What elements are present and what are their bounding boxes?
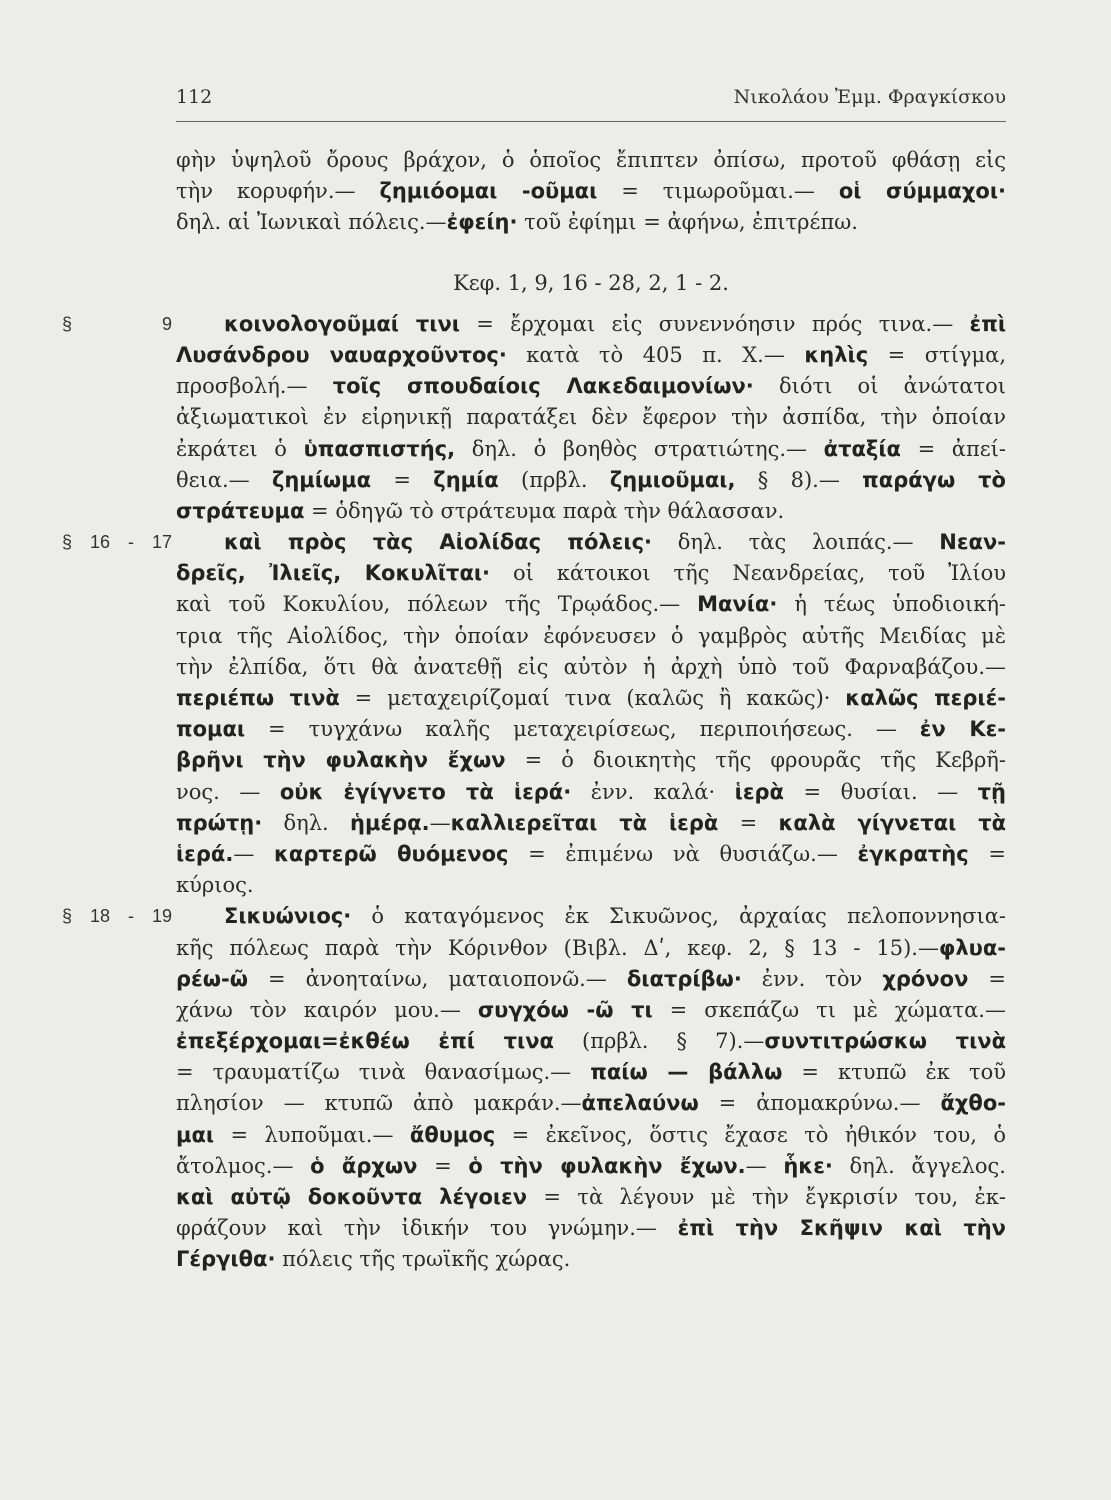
lemma-term: ἐν Κε- <box>919 717 1007 742</box>
gloss-text: ἐνν. τὸν <box>741 966 883 991</box>
gloss-text: = ἐπιμένω νὰ θυσιάζω.— <box>508 841 858 866</box>
gloss-text: κῆς πόλεως παρὰ τὴν Κόρινθον (Βιβλ. Δʹ, κεφ. 2, § 13 - 15).— <box>176 935 939 960</box>
text-line <box>176 964 1006 995</box>
lemma-term: Μανία· <box>697 592 778 617</box>
gloss-text: = ἀπεί- <box>900 436 1007 461</box>
gloss-text: οἱ κάτοικοι τῆς Νεανδρείας, τοῦ Ἰλίου <box>490 561 1006 586</box>
gloss-text: ἐνν. καλά· <box>571 779 735 804</box>
gloss-text: = κτυπῶ ἐκ τοῦ <box>782 1060 1007 1085</box>
gloss-text: = λυποῦμαι.— <box>214 1122 410 1147</box>
lemma-term: ζημιοῦμαι, <box>609 467 736 492</box>
lemma-term: Νεαν- <box>939 530 1006 555</box>
lemma-term: πρώτῃ· <box>176 810 263 835</box>
gloss-text: νος. — <box>176 779 280 804</box>
section-16-17 <box>62 527 1007 901</box>
lemma-term: ρέω-ῶ <box>176 966 248 991</box>
lemma-term: ὁ τὴν φυλακὴν ἔχων. <box>468 1153 746 1178</box>
text-line <box>176 558 1006 589</box>
text-line <box>62 901 1006 932</box>
lemma-term: ζημία <box>433 467 499 492</box>
lemma-term: κοινολογοῦμαί τινι <box>224 311 460 336</box>
lemma-term: ἡμέρᾳ. <box>350 810 430 835</box>
lemma-term: καὶ αὐτῷ δοκοῦντα λέγοιεν <box>176 1185 528 1209</box>
gloss-text: ἐκράτει ὁ <box>176 436 304 461</box>
lemma-term: ζημίωμα <box>271 467 372 492</box>
lemma-term: καλὰ γίγνεται τὰ <box>778 810 1007 835</box>
section-label: § 18 - 19 <box>62 906 172 927</box>
text-line <box>176 652 1006 683</box>
lemma-term: ὑπασπιστής, <box>303 436 456 461</box>
gloss-text: θεια.— <box>176 467 272 492</box>
gloss-text: = <box>968 966 1006 991</box>
lemma-term: συγχόω -ῶ τι <box>477 997 653 1022</box>
gloss-text: § 8).— <box>735 467 863 492</box>
text-line <box>176 207 1006 238</box>
gloss-text: = τραυματίζω τινὰ θανασίμως.— <box>176 1060 591 1085</box>
lemma-term: πομαι <box>176 717 246 742</box>
text-line <box>176 870 1006 901</box>
lemma-term: βρῆνι τὴν φυλακὴν ἔχων <box>176 748 506 773</box>
gloss-text: δηλ. αἱ Ἰωνικαὶ πόλεις.— <box>176 210 447 235</box>
lemma-term: οἱ σύμμαχοι· <box>838 179 1006 204</box>
lemma-term: Γέργιθα· <box>176 1247 276 1272</box>
gloss-text: φράζουν καὶ τὴν ἰδικήν του γνώμην.— <box>176 1216 678 1241</box>
lemma-term: ζημιόομαι -οῦμαι <box>379 179 598 204</box>
lemma-term: διατρίβω· <box>626 966 742 991</box>
section-label: § 9 <box>62 313 172 334</box>
text-line <box>176 589 1006 620</box>
text-line <box>176 1026 1006 1057</box>
lemma-term: ἱερὰ <box>734 779 784 804</box>
gloss-text: = <box>718 810 779 835</box>
gloss-text: τρια τῆς Αἰολίδος, τὴν ὁποίαν ἐφόνευσεν ὁ γαμβρὸς αὐτῆς Μειδίας μὲ <box>176 623 1006 648</box>
gloss-text: = τιμωροῦμαι.— <box>597 179 839 204</box>
text-line <box>176 777 1006 808</box>
chapter-heading: Κεφ. 1, 9, 16 - 28, 2, 1 - 2. <box>453 270 729 295</box>
gloss-text: ἄτολμος.— <box>176 1153 311 1178</box>
text-line <box>176 371 1006 402</box>
running-header <box>176 86 1006 116</box>
opening-paragraph <box>176 145 1006 239</box>
gloss-text: (πρβλ. § 7).— <box>553 1029 765 1054</box>
text-line <box>176 1151 1006 1182</box>
lemma-term: καλῶς περιέ- <box>845 686 1006 710</box>
lemma-term: τῇ <box>977 779 1006 804</box>
lemma-term: στράτευμα <box>176 498 305 523</box>
lemma-term: ἐπεξέρχομαι=ἐκθέω ἐπί τινα <box>176 1029 554 1054</box>
gloss-text: = ὁ διοικητὴς τῆς φρουρᾶς τῆς Κεβρῆ- <box>505 748 1006 773</box>
lemma-term: ἐπὶ τὴν Σκῆψιν καὶ τὴν <box>677 1216 1006 1241</box>
gloss-text: τοῦ ἐφίημι = ἀφήνω, ἐπιτρέπω. <box>517 210 858 235</box>
section-18-19 <box>62 901 1007 1275</box>
section-9 <box>62 309 1007 527</box>
text-line <box>176 808 1006 839</box>
gloss-text: ὁ καταγόμενος ἐκ Σικυῶνος, ἀρχαίας πελοποννησια- <box>351 904 1006 929</box>
text-line <box>176 714 1006 745</box>
text-line <box>176 465 1006 496</box>
gloss-text: δηλ. ὁ βοηθὸς στρατιώτης.— <box>455 436 824 461</box>
gloss-text: = τὰ λέγουν μὲ τὴν ἔγκρισίν του, ἐκ- <box>527 1185 1006 1209</box>
lemma-term: περιέπω τινὰ <box>176 686 340 710</box>
gloss-text: = ἐκεῖνος, ὅστις ἔχασε τὸ ἠθικόν του, ὁ <box>495 1122 1006 1147</box>
gloss-text: χάνω τὸν καιρόν μου.— <box>176 997 478 1022</box>
lemma-term: ἱερά. <box>176 841 234 866</box>
text-line <box>176 1088 1006 1119</box>
page-number: 112 <box>176 86 213 108</box>
lemma-term: Σικυώνιος· <box>224 904 352 929</box>
lemma-term: κηλὶς <box>804 342 869 367</box>
gloss-text: = σκεπάζω τι μὲ χώματα.— <box>652 997 1006 1022</box>
text-line <box>176 1120 1006 1151</box>
gloss-text: δηλ. <box>262 810 351 835</box>
gloss-text: τὴν κορυφήν.— <box>176 179 380 204</box>
lemma-term: ὁ ἄρχων <box>310 1153 418 1178</box>
lemma-term: ἀπελαύνω <box>581 1091 699 1116</box>
gloss-text: — <box>745 1153 784 1178</box>
text-line <box>176 145 1006 176</box>
gloss-text: — <box>233 841 275 866</box>
lemma-term: ἄθυμος <box>409 1122 496 1147</box>
gloss-text: δηλ. τὰς λοιπάς.— <box>652 530 940 555</box>
lemma-term: οὐκ ἐγίγνετο τὰ ἱερά· <box>279 779 572 804</box>
text-line <box>62 527 1006 558</box>
lemma-term: φλυα- <box>938 935 1006 960</box>
gloss-text: κύριος. <box>176 873 254 898</box>
gloss-text: = ἀπομακρύνω.— <box>698 1091 941 1116</box>
gloss-text: πλησίον — κτυπῶ ἀπὸ μακράν.— <box>176 1091 582 1116</box>
gloss-text: — <box>429 810 451 835</box>
lemma-term: Λυσάνδρου ναυαρχοῦντος· <box>176 342 507 367</box>
gloss-text: = θυσίαι. — <box>783 779 978 804</box>
gloss-text: δηλ. ἄγγελος. <box>832 1153 1006 1178</box>
gloss-text: = τυγχάνω καλῆς μεταχειρίσεως, περιποιήσεως. — <box>245 717 920 742</box>
gloss-text: = μεταχειρίζομαί τινα (καλῶς ἢ κακῶς)· <box>339 686 846 710</box>
text-line <box>176 683 1006 714</box>
gloss-text: = ὁδηγῶ τὸ στράτευμα παρὰ τὴν θάλασσαν. <box>304 498 785 523</box>
text-line <box>176 496 1006 527</box>
text-line <box>176 434 1006 465</box>
text-line <box>176 745 1006 776</box>
lemma-term: ἐγκρατὴς <box>857 841 969 866</box>
gloss-text: ἀξιωματικοὶ ἐν εἰρηνικῇ παρατάξει δὲν ἔφερον τὴν ἀσπίδα, τὴν ὁποίαν <box>176 405 1006 430</box>
gloss-text: προσβολή.— <box>176 374 333 399</box>
lemma-term: δρεῖς, Ἰλιεῖς, Κοκυλῖται· <box>176 561 491 586</box>
gloss-text: = <box>417 1153 469 1178</box>
text-line <box>176 1182 1006 1213</box>
lemma-term: παράγω τὸ <box>862 467 1006 492</box>
text-line <box>62 309 1006 340</box>
lemma-term: χρόνον <box>882 966 969 991</box>
text-line <box>176 1057 1006 1088</box>
gloss-text: ἡ τέως ὑποδιοική- <box>777 592 1006 617</box>
text-line <box>176 839 1006 870</box>
text-line <box>176 340 1006 371</box>
gloss-text: = ἔρχομαι εἰς συνεννόησιν πρός τινα.— <box>459 311 970 336</box>
gloss-text: φὴν ὑψηλοῦ ὄρους βράχον, ὁ ὁποῖος ἔπιπτεν ὀπίσω, προτοῦ φθάσῃ εἰς <box>176 148 1006 172</box>
text-line <box>176 995 1006 1026</box>
gloss-text: τὴν ἐλπίδα, ὅτι θὰ ἀνατεθῇ εἰς αὐτὸν ἡ ἀρχὴ ὑπὸ τοῦ Φαρναβάζου.— <box>176 654 1006 679</box>
section-label: § 16 - 17 <box>62 532 172 553</box>
commentary-body <box>62 145 1007 1276</box>
gloss-text: = στίγμα, <box>868 342 1006 367</box>
lemma-term: συντιτρώσκω τινὰ <box>764 1029 1006 1054</box>
lemma-term: ἐπὶ <box>969 311 1006 336</box>
header-rule <box>176 121 1006 122</box>
gloss-text: καὶ τοῦ Κοκυλίου, πόλεων τῆς Τρῳάδος.— <box>176 592 698 617</box>
text-line <box>176 1244 1006 1275</box>
lemma-term: τοῖς σπουδαίοις Λακεδαιμονίων· <box>332 374 754 399</box>
lemma-term: καρτερῶ θυόμενος <box>274 841 509 866</box>
gloss-text: διότι οἱ ἀνώτατοι <box>753 374 1006 399</box>
gloss-text: = <box>968 841 1006 866</box>
gloss-text: = ἀνοηταίνω, ματαιοπονῶ.— <box>247 966 627 991</box>
lemma-term: παίω — βάλλω <box>590 1060 783 1085</box>
text-line <box>176 402 1006 433</box>
gloss-text: (πρβλ. <box>498 467 610 492</box>
gloss-text: πόλεις τῆς τρωϊκῆς χώρας. <box>275 1247 571 1272</box>
gloss-text: κατὰ τὸ 405 π. Χ.— <box>506 342 805 367</box>
lemma-term: μαι <box>176 1122 215 1147</box>
lemma-term: ἄχθο- <box>940 1091 1006 1116</box>
lemma-term: ἧκε· <box>783 1153 833 1178</box>
lemma-term: ἐφείη· <box>446 210 518 235</box>
text-line <box>176 176 1006 207</box>
text-line <box>176 1213 1006 1244</box>
lemma-term: καλλιερεῖται τὰ ἱερὰ <box>450 810 719 835</box>
lemma-term: ἀταξία <box>823 436 901 461</box>
text-line <box>176 621 1006 652</box>
text-line <box>176 933 1006 964</box>
lemma-term: καὶ πρὸς τὰς Αἰολίδας πόλεις· <box>224 530 653 555</box>
running-head-author: Νικολάου Ἐμμ. Φραγκίσκου <box>733 86 1006 108</box>
gloss-text: = <box>371 467 434 492</box>
